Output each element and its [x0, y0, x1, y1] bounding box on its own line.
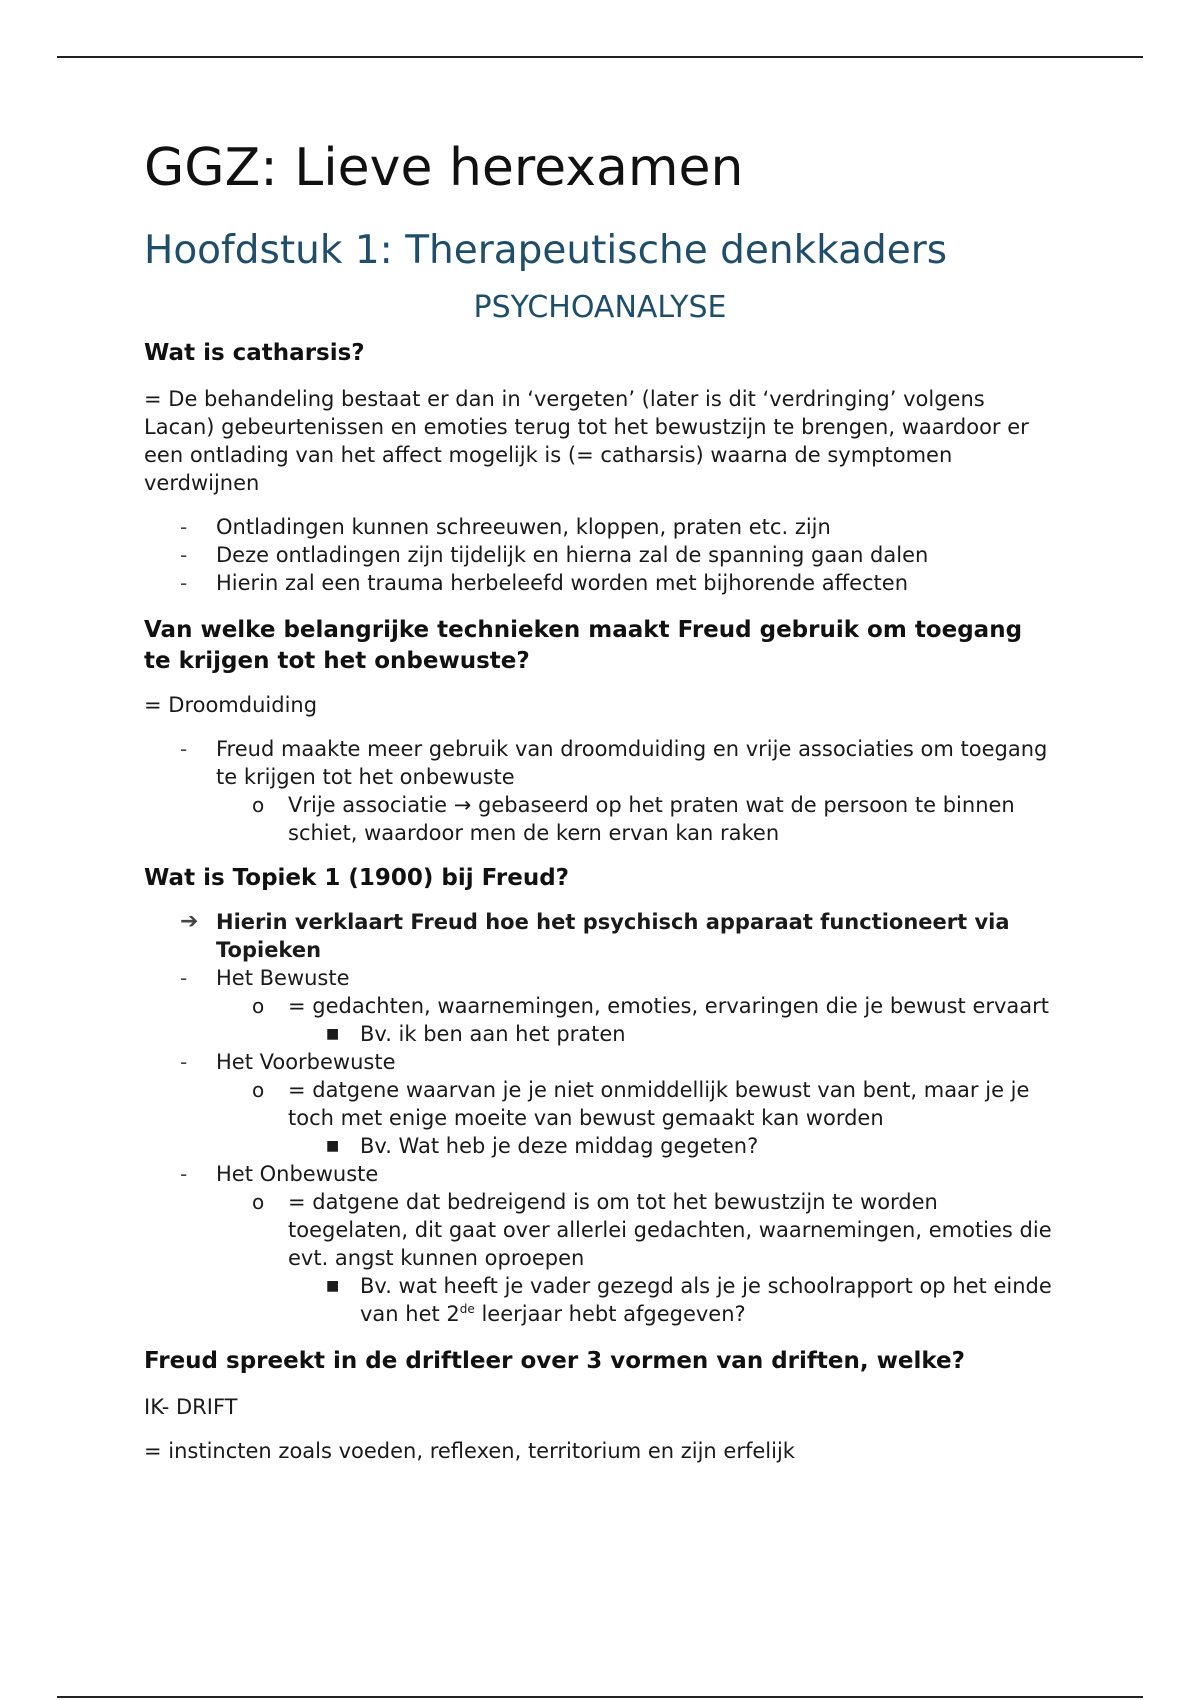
sub-sub-list — [288, 1272, 1056, 1328]
question-techniques: Van welke belangrijke technieken maakt Freud gebruik om toegang te krijgen tot het onbewuste? — [144, 617, 1023, 674]
sub-sub-list — [288, 1132, 1056, 1160]
list-item: o Vrije associatie → gebaseerd op het praten wat de persoon te binnen schiet, waardoor men de kern ervan kan raken — [252, 793, 1015, 845]
list-item: o = datgene dat bedreigend is om tot het bewustzijn te worden toegelaten, dit gaat over allerlei gedachten, waarnemingen, emoties die evt. angst kunnen oproepen ■ Bv. wat heeft je vader gezegd als je je schoolrapport op het einde van het 2de leerjaar hebt afgegeven? — [216, 1188, 1056, 1328]
dash-marker: - — [180, 1162, 188, 1186]
square-marker: ■ — [326, 1138, 340, 1154]
list-item: ➔ Hierin verklaart Freud hoe het psychisch apparaat functioneert via Topieken — [180, 909, 1010, 962]
answer-ik-drift: = instincten zoals voeden, reflexen, territorium en zijn erfelijk — [144, 1439, 795, 1463]
list-item: ■ Bv. Wat heb je deze middag gegeten? — [326, 1134, 759, 1158]
list-item: - Het Bewuste o = gedachten, waarnemingen, emoties, ervaringen die je bewust ervaart ■ Bv. ik ben aan het praten — [144, 964, 1056, 1048]
list-item: ■ Bv. wat heeft je vader gezegd als je je schoolrapport op het einde van het 2de leerjaar hebt afgegeven? — [326, 1274, 1052, 1326]
list-item: - Deze ontladingen zijn tijdelijk en hierna zal de spanning gaan dalen — [180, 543, 929, 567]
sub-sub-list — [288, 1020, 1056, 1048]
sub-list — [216, 1188, 1056, 1328]
list-item: o = gedachten, waarnemingen, emoties, ervaringen die je bewust ervaart ■ Bv. ik ben aan het praten — [216, 992, 1056, 1048]
subheading-ik-drift: IK- DRIFT — [144, 1395, 238, 1419]
dash-marker: - — [180, 1050, 188, 1074]
list-item: ■ Bv. ik ben aan het praten — [326, 1022, 626, 1046]
dash-marker: - — [180, 543, 188, 567]
circle-marker: o — [252, 1190, 265, 1214]
circle-marker: o — [252, 793, 265, 817]
list-item: - Ontladingen kunnen schreeuwen, kloppen, praten etc. zijn — [180, 515, 831, 539]
bottom-rule — [57, 1696, 1143, 1698]
list-item: - Het Onbewuste o = datgene dat bedreigend is om tot het bewustzijn te worden toegelaten, dit gaat over allerlei gedachten, waarnemingen, emoties die evt. angst kunnen oproepen ■ Bv. wat heeft je vader gezegd als je je schoolrapport op het einde van het 2de leerjaar hebt afgegeven? — [144, 1160, 1056, 1328]
circle-marker: o — [252, 994, 265, 1018]
dash-marker: - — [180, 966, 188, 990]
arrow-icon: ➔ — [180, 909, 199, 934]
techniques-bullet-list — [144, 735, 1056, 847]
list-item: - Freud maakte meer gebruik van droomduiding en vrije associaties om toegang te krijgen tot het onbewuste o Vrije associatie → gebaseerd op het praten wat de persoon te binnen schiet, waardoor men de kern ervan kan raken — [144, 735, 1056, 847]
topiek-list — [144, 908, 1056, 1328]
dash-marker: - — [180, 571, 188, 595]
chapter-heading: Hoofdstuk 1: Therapeutische denkkaders — [144, 228, 948, 273]
sub-list — [216, 1076, 1056, 1160]
answer-catharsis: = De behandeling bestaat er dan in ‘vergeten’ (later is dit ‘verdringing’ volgens Lacan) gebeurtenissen en emoties terug tot het bewustzijn te brengen, waardoor er een ontlading van het affect mogelijk is (= catharsis) waarna de symptomen verdwijnen — [144, 387, 1029, 495]
dash-marker: - — [180, 515, 188, 539]
answer-techniques: = Droomduiding — [144, 693, 318, 717]
list-item: - Het Voorbewuste o = datgene waarvan je je niet onmiddellijk bewust van bent, maar je je toch met enige moeite van bewust gemaakt kan worden ■ Bv. Wat heb je deze middag gegeten? — [144, 1048, 1056, 1160]
dash-marker: - — [180, 737, 188, 761]
circle-marker: o — [252, 1078, 265, 1102]
top-rule — [57, 56, 1143, 58]
catharsis-bullet-list — [144, 513, 1056, 597]
sub-list — [216, 992, 1056, 1048]
section-heading: PSYCHOANALYSE — [473, 290, 727, 325]
document-body — [144, 138, 1056, 1465]
question-topiek: Wat is Topiek 1 (1900) bij Freud? — [144, 865, 569, 891]
list-item: o = datgene waarvan je je niet onmiddellijk bewust van bent, maar je je toch met enige moeite van bewust gemaakt kan worden ■ Bv. Wat heb je deze middag gegeten? — [216, 1076, 1056, 1160]
list-item: - Hierin zal een trauma herbeleefd worden met bijhorende affecten — [180, 571, 909, 595]
square-marker: ■ — [326, 1026, 340, 1042]
document-title: GGZ: Lieve herexamen — [144, 138, 744, 198]
square-marker: ■ — [326, 1278, 340, 1294]
question-driftleer: Freud spreekt in de driftleer over 3 vormen van driften, welke? — [144, 1348, 965, 1374]
sub-list — [216, 791, 1056, 847]
question-catharsis: Wat is catharsis? — [144, 340, 365, 366]
